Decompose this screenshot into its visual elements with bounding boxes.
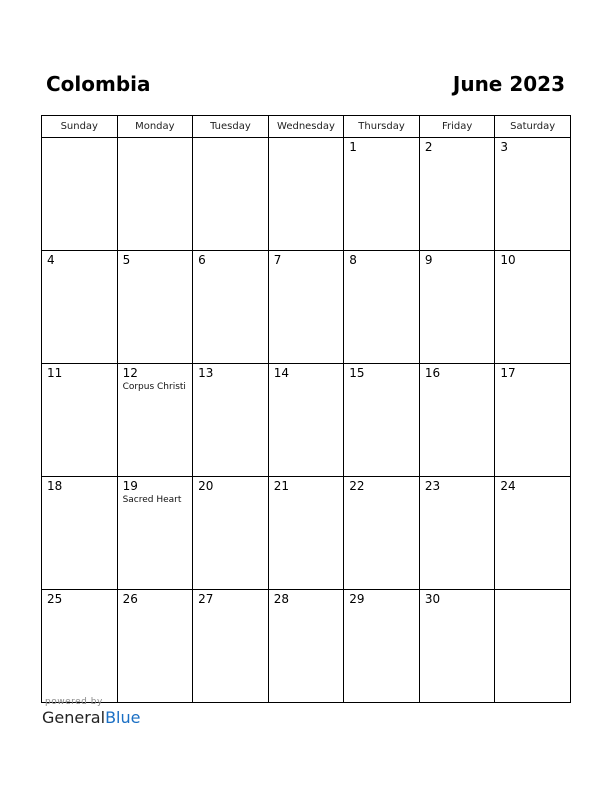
day-cell xyxy=(344,251,420,364)
holiday-label: Sacred Heart xyxy=(122,495,182,505)
day-cell xyxy=(117,364,193,477)
day-cell xyxy=(42,477,118,590)
day-cell xyxy=(193,251,269,364)
day-cell xyxy=(419,364,495,477)
day-number: 30 xyxy=(424,592,441,606)
week-row xyxy=(42,138,571,251)
holiday-label: Corpus Christi xyxy=(122,382,186,392)
day-number: 7 xyxy=(273,253,282,267)
day-cell xyxy=(495,477,571,590)
day-cell xyxy=(42,590,118,703)
day-number: 17 xyxy=(500,366,516,380)
brand-blue: Blue xyxy=(105,708,141,727)
day-cell xyxy=(344,364,420,477)
day-cell xyxy=(268,477,344,590)
day-cell xyxy=(495,590,571,703)
day-cell xyxy=(193,138,269,251)
weekday-tuesday: Tuesday xyxy=(193,116,269,138)
day-cell xyxy=(495,251,571,364)
day-number: 20 xyxy=(198,479,214,493)
day-cell xyxy=(193,364,269,477)
day-cell xyxy=(268,251,344,364)
weekday-wednesday: Wednesday xyxy=(268,116,344,138)
day-number: 1 xyxy=(349,140,357,154)
day-number: 21 xyxy=(273,479,289,493)
day-number: 16 xyxy=(424,366,441,380)
day-number: 23 xyxy=(424,479,441,493)
day-number: 5 xyxy=(122,253,131,267)
day-number: 22 xyxy=(349,479,365,493)
day-cell xyxy=(268,138,344,251)
day-cell xyxy=(42,364,118,477)
weekday-monday: Monday xyxy=(117,116,193,138)
country-title: Colombia xyxy=(46,72,151,96)
day-number: 15 xyxy=(349,366,365,380)
day-cell xyxy=(495,138,571,251)
weekday-saturday: Saturday xyxy=(495,116,571,138)
day-number: 12 xyxy=(122,366,138,380)
week-row xyxy=(42,251,571,364)
day-cell xyxy=(419,590,495,703)
day-cell xyxy=(193,477,269,590)
week-row xyxy=(42,590,571,703)
month-year-title: June 2023 xyxy=(452,72,565,96)
day-number: 13 xyxy=(198,366,214,380)
day-cell xyxy=(42,138,118,251)
day-number: 29 xyxy=(349,592,365,606)
day-cell xyxy=(268,590,344,703)
brand-general: General xyxy=(42,708,106,727)
day-number: 8 xyxy=(349,253,357,267)
day-cell xyxy=(344,138,420,251)
day-number: 14 xyxy=(273,366,289,380)
day-number: 6 xyxy=(198,253,206,267)
day-cell xyxy=(42,251,118,364)
weekday-friday: Friday xyxy=(419,116,495,138)
generalblue-logo[interactable] xyxy=(42,708,140,727)
weekday-header-row xyxy=(42,116,571,138)
day-cell xyxy=(268,364,344,477)
week-row xyxy=(42,477,571,590)
day-number: 19 xyxy=(122,479,138,493)
day-number: 4 xyxy=(47,253,55,267)
day-number: 25 xyxy=(47,592,63,606)
day-number: 11 xyxy=(47,366,63,380)
day-number: 26 xyxy=(122,592,138,606)
day-cell xyxy=(495,364,571,477)
weekday-sunday: Sunday xyxy=(42,116,118,138)
day-cell xyxy=(117,590,193,703)
day-number: 18 xyxy=(47,479,63,493)
day-number: 28 xyxy=(273,592,289,606)
day-cell xyxy=(193,590,269,703)
day-cell xyxy=(419,138,495,251)
day-number: 27 xyxy=(198,592,214,606)
day-number: 9 xyxy=(424,253,433,267)
weekday-thursday: Thursday xyxy=(344,116,420,138)
day-cell xyxy=(117,477,193,590)
day-number: 2 xyxy=(424,140,433,154)
calendar-grid xyxy=(41,115,571,703)
day-cell xyxy=(344,477,420,590)
day-cell xyxy=(419,251,495,364)
week-row xyxy=(42,364,571,477)
day-number: 10 xyxy=(500,253,516,267)
day-cell xyxy=(117,251,193,364)
day-cell xyxy=(117,138,193,251)
powered-by-label: powered by xyxy=(45,697,103,707)
day-number: 3 xyxy=(500,140,509,154)
day-number: 24 xyxy=(500,479,516,493)
day-cell xyxy=(344,590,420,703)
day-cell xyxy=(419,477,495,590)
